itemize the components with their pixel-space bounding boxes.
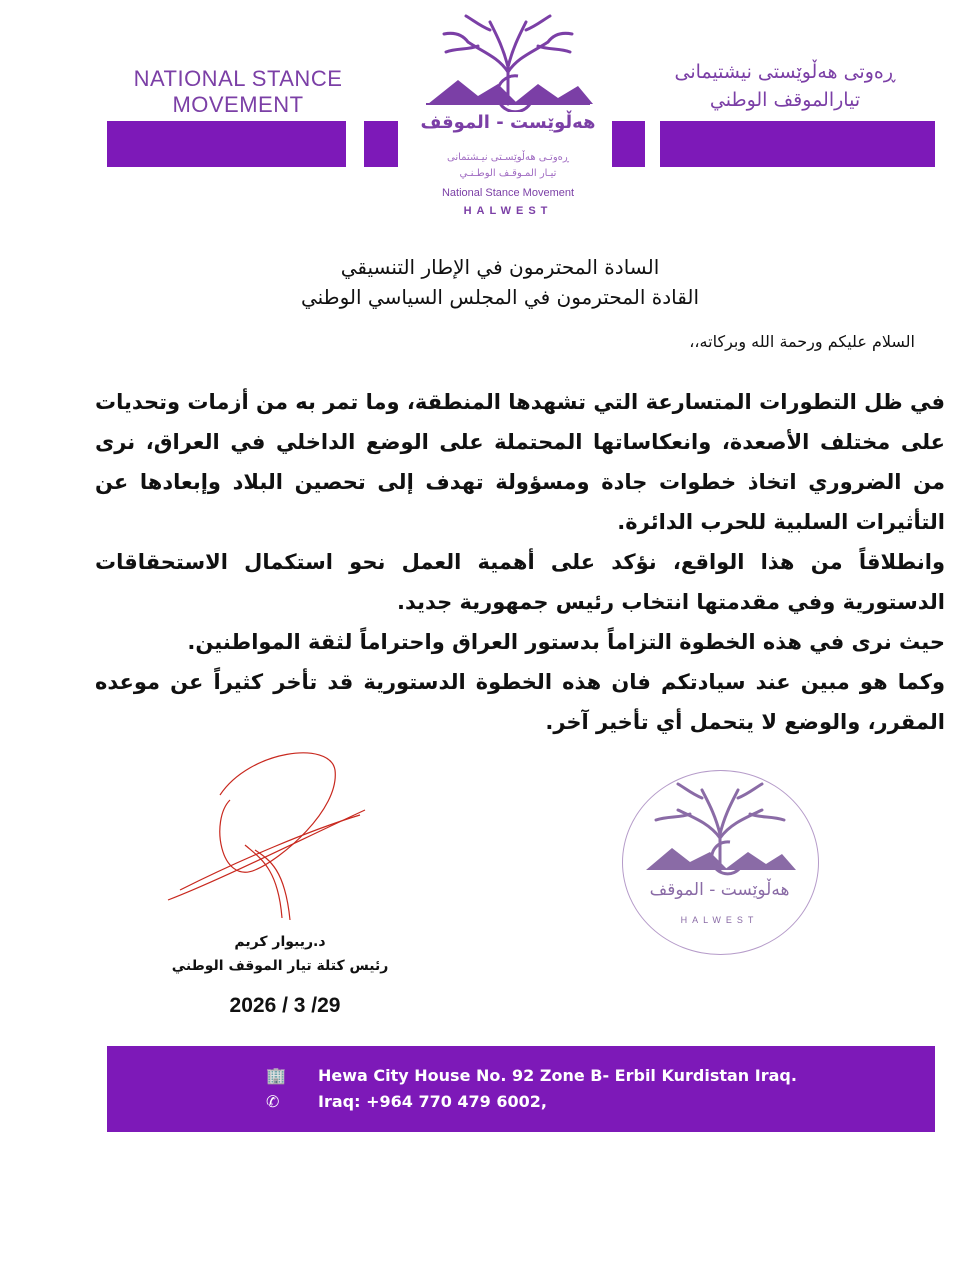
- footer-bar: [107, 1046, 935, 1132]
- greeting: السلام عليكم ورحمة الله وبركاته،،: [689, 332, 915, 351]
- stamp-title: هەڵوێست - الموقف: [649, 880, 790, 900]
- header-bar-left-small: [364, 121, 398, 167]
- signatory-name: د.ريبوار كريم: [234, 934, 326, 950]
- header-bar-right-small: [612, 121, 645, 167]
- phone-icon: ✆: [266, 1092, 280, 1111]
- logo-subtitle-kurdish: ڕەوتـی هەڵوێسـتی نیـشتمانی: [446, 152, 570, 163]
- footer-address: Hewa City House No. 92 Zone B- Erbil Kurdistan Iraq.: [318, 1066, 797, 1085]
- paragraph-1: في ظل التطورات المتسارعة التي تشهدها المنطقة، وما تمر به من أزمات وتحديات على مختلف الأصعدة، وانعكاساتها المحتملة على الوضع الداخلي في العراق، نرى من الضروري اتخاذ خطوات جادة ومسؤولة تهدف إلى تحصين البلاد وإبعادها عن التأثيرات السلبية للحرب الدائرة.: [95, 390, 945, 534]
- kurdish-arabic-movement-name: ڕەوتی هەڵوێستی نیشتیمانی تيارالموقف الوطني: [674, 61, 896, 111]
- signatory-title: رئيس كتلة تيار الموقف الوطني: [171, 958, 389, 974]
- stamp-tree-icon: [640, 782, 800, 877]
- handwritten-signature: [160, 740, 380, 930]
- paragraph-4: وكما هو مبين عند سيادتكم فان هذه الخطوة الدستورية قد تأخر كثيراً عن موعده المقرر، والوضع لا يتحمل أي تأخير آخر.: [95, 670, 945, 734]
- logo-halwest: HALWEST: [463, 205, 553, 217]
- addressee-line-2: القادة المحترمون في المجلس السياسي الوطني: [300, 285, 700, 309]
- paragraph-2: وانطلاقاً من هذا الواقع، نؤكد على أهمية العمل نحو استكمال الاستحقاقات الدستورية وفي مقدمتها انتخاب رئيس جمهورية جديد.: [95, 550, 945, 614]
- logo-title: هەڵوێست - الموقف: [420, 112, 596, 133]
- logo-english-name: National Stance Movement: [441, 187, 575, 199]
- paragraph-3: حيث نرى في هذه الخطوة التزاماً بدستور العراق واحتراماً لثقة المواطنين.: [187, 630, 945, 654]
- header-bar-right: [660, 121, 935, 167]
- logo-subtitle-arabic: تيـار المـوقـف الوطـنـي: [459, 168, 557, 179]
- footer-phone: Iraq: +964 770 479 6002,: [318, 1092, 547, 1111]
- letter-body: [95, 382, 945, 742]
- signatory: [160, 930, 400, 978]
- stamp-halwest: HALWEST: [680, 915, 759, 925]
- tree-logo-icon: [418, 12, 598, 112]
- letter-date: 2026 / 3 /29: [229, 994, 341, 1017]
- building-icon: 🏢: [266, 1066, 286, 1085]
- addressee-line-1: السادة المحترمون في الإطار التنسيقي: [340, 255, 660, 279]
- english-movement-name: NATIONAL STANCE MOVEMENT: [133, 66, 343, 117]
- header-bar-left: [107, 121, 346, 167]
